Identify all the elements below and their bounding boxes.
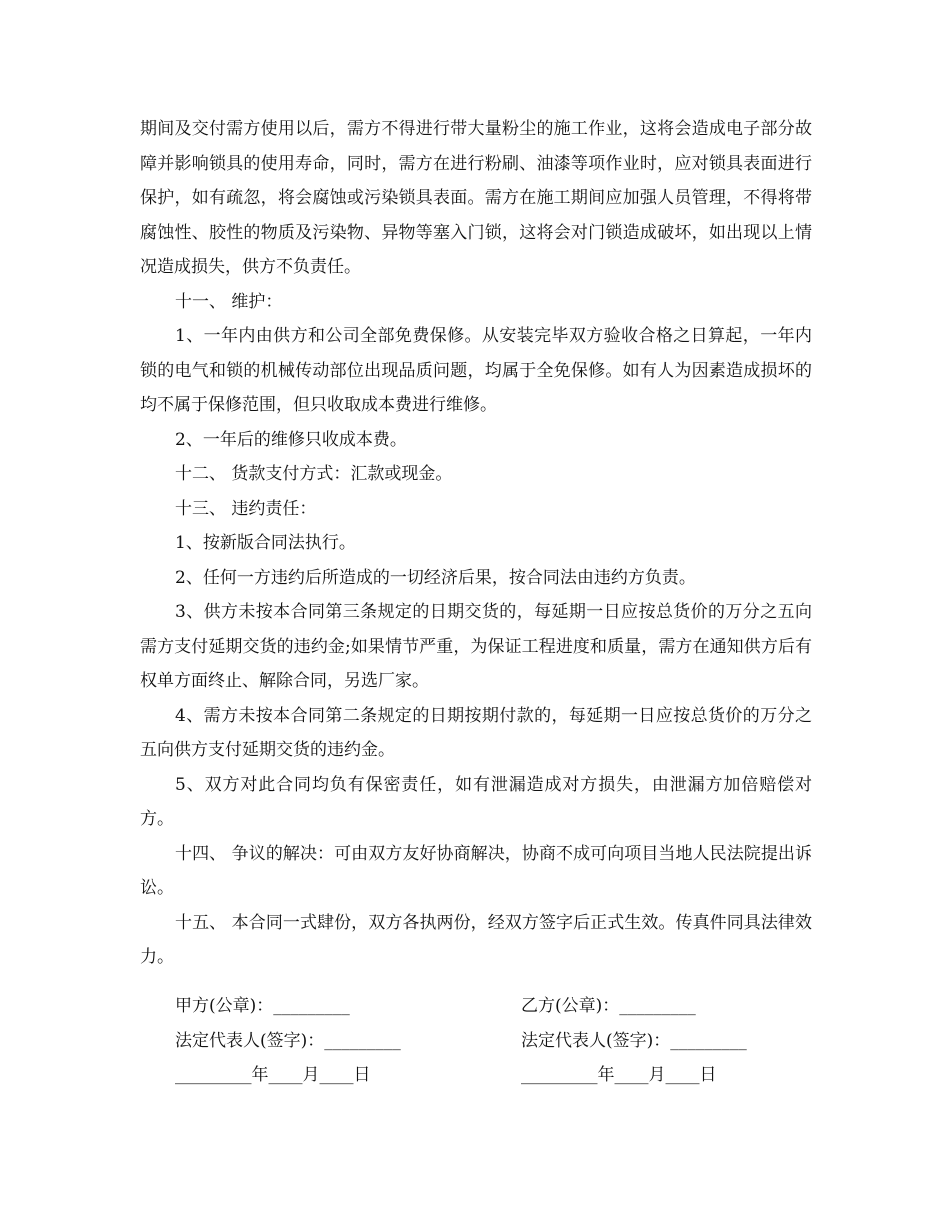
clause-heading-maintenance: 十一、 维护： — [175, 291, 283, 312]
signature-row-seal — [140, 989, 812, 1024]
party-b-date-field: _________年____月____日 — [521, 1065, 717, 1085]
clause-heading-liability: 十三、 违约责任： — [175, 498, 317, 519]
party-a-date-field: _________年____月____日 — [175, 1065, 371, 1085]
party-a-seal-field: 甲方(公章)：_________ — [175, 996, 350, 1016]
liability-item-3: 3、供方未按本合同第三条规定的日期交货的，每延期一日应按总货价的万分之五向需方支付延期交货的违约金;如果情节严重，为保证工程进度和质量，需方在通知供方后有权单方面终止、解除合同，另选厂家。 — [140, 602, 812, 691]
maintenance-item-2: 2、一年后的维修只收成本费。 — [175, 429, 407, 450]
party-a-representative-field: 法定代表人(签字)：_________ — [175, 1030, 401, 1051]
maintenance-item-1: 1、一年内由供方和公司全部免费保修。从安装完毕双方验收合格之日算起，一年内锁的电气和锁的机械传动部位出现品质问题，均属于全免保修。如有人为因素造成损坏的均不属于保修范围，但只收取成本费进行维修。 — [140, 326, 812, 415]
paragraph-continuation: 期间及交付需方使用以后，需方不得进行带大量粉尘的施工作业，这将会造成电子部分故障并影响锁具的使用寿命，同时，需方在进行粉刷、油漆等项作业时，应对锁具表面进行保护，如有疏忽，将会腐蚀或污染锁具表面。需方在施工期间应加强人员管理，不得将带腐蚀性、胶性的物质及污染物、异物等塞入门锁，这将会对门锁造成破坏，如出现以上情况造成损失，供方不负责任。 — [140, 119, 812, 277]
liability-item-1: 1、按新版合同法执行。 — [175, 533, 356, 553]
clause-payment-method: 十二、 货款支付方式：汇款或现金。 — [175, 464, 453, 484]
clause-dispute-resolution: 十四、 争议的解决：可由双方友好协商解决，协商不成可向项目当地人民法院提出诉讼。 — [140, 843, 812, 898]
liability-item-5: 5、双方对此合同均负有保密责任，如有泄漏造成对方损失，由泄漏方加倍赔偿对方。 — [140, 774, 812, 829]
party-b-seal-field: 乙方(公章)：_________ — [521, 996, 696, 1016]
party-b-representative-field: 法定代表人(签字)：_________ — [521, 1030, 747, 1051]
signature-block — [140, 989, 812, 1093]
clause-copies-effectiveness: 十五、 本合同一式肆份，双方各执两份，经双方签字后正式生效。传真件同具法律效力。 — [140, 912, 812, 967]
liability-item-2: 2、任何一方违约后所造成的一切经济后果，按合同法由违约方负责。 — [175, 567, 696, 588]
contract-body — [140, 112, 812, 975]
signature-row-representative — [140, 1024, 812, 1059]
liability-item-4: 4、需方未按本合同第二条规定的日期按期付款的，每延期一日应按总货价的万分之五向供方支付延期交货的违约金。 — [140, 705, 812, 760]
signature-row-date — [140, 1058, 812, 1093]
